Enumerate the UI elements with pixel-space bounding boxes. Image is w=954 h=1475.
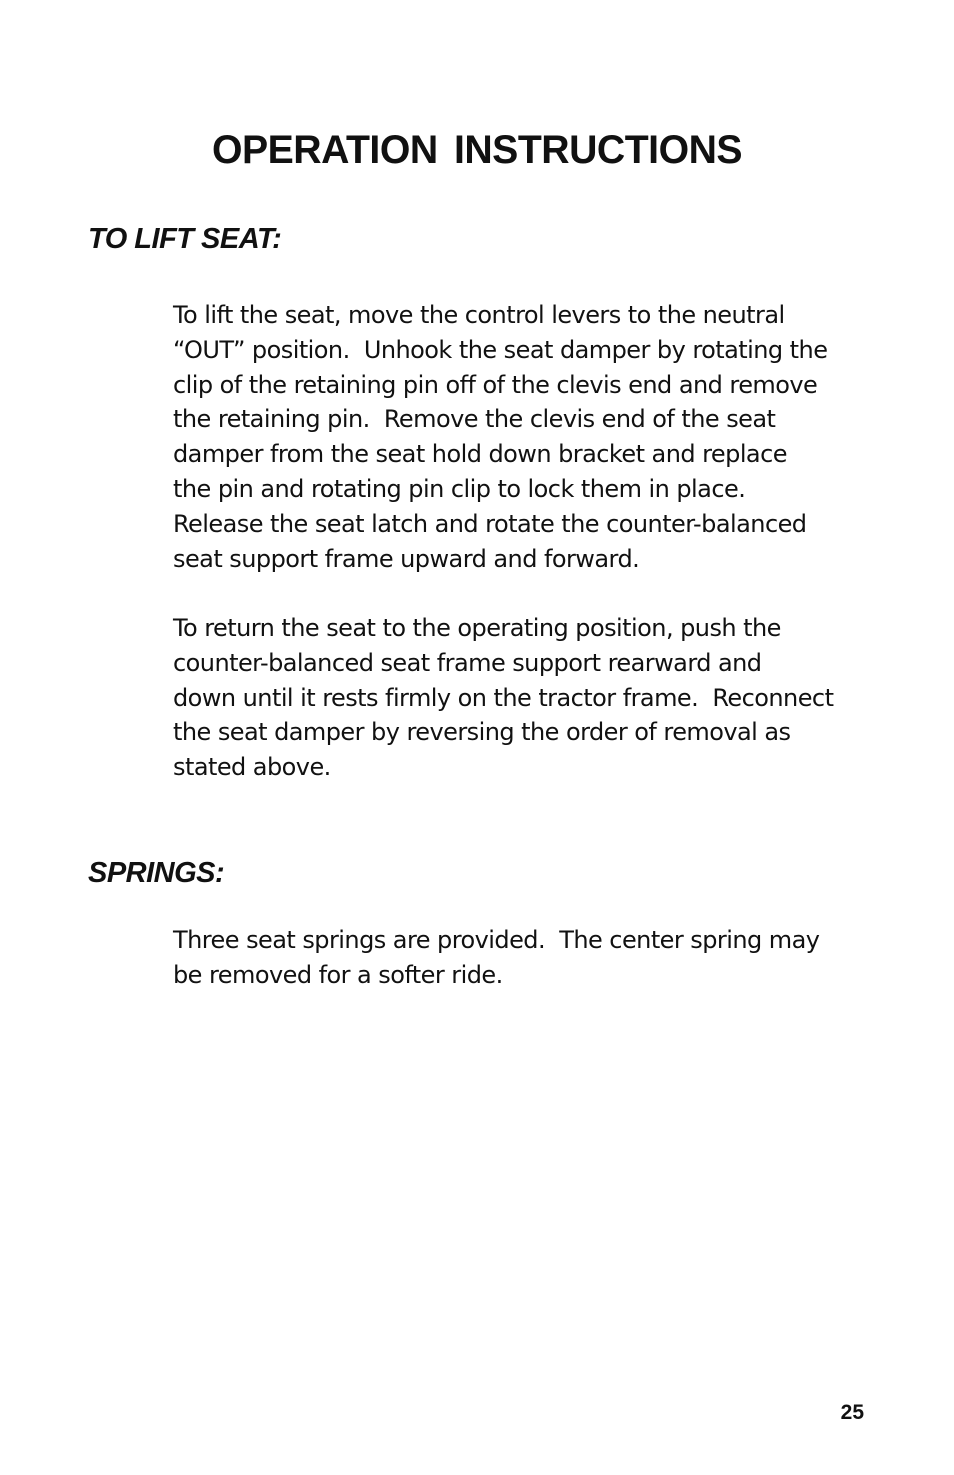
section-heading-lift-seat: TO LIFT SEAT: xyxy=(88,223,282,255)
text-line: down until it rests firmly on the tractor frame. Reconnect xyxy=(173,683,834,712)
lift-seat-paragraph xyxy=(173,298,863,576)
text-line: To lift the seat, move the control levers to the neutral xyxy=(173,301,785,329)
text-line: “OUT” position. Unhook the seat damper by rotating the xyxy=(173,335,828,364)
text-line: To return the seat to the operating position, push the xyxy=(173,614,781,642)
return-seat-paragraph xyxy=(173,611,863,785)
text-line: counter-balanced seat frame support rearward and xyxy=(173,648,762,677)
page-number: 25 xyxy=(840,1401,864,1424)
springs-paragraph xyxy=(173,923,863,993)
text-line: be removed for a softer ride. xyxy=(173,960,503,989)
text-line: seat support frame upward and forward. xyxy=(173,544,640,573)
text-line: stated above. xyxy=(173,753,331,782)
text-line: clip of the retaining pin off of the clevis end and remove xyxy=(173,370,818,399)
text-line: the seat damper by reversing the order of removal as xyxy=(173,718,791,747)
section-heading-springs: SPRINGS: xyxy=(88,857,225,889)
text-line: damper from the seat hold down bracket and replace xyxy=(173,440,787,469)
text-line: Three seat springs are provided. The center spring may xyxy=(173,926,820,954)
text-line: Release the seat latch and rotate the counter-balanced xyxy=(173,509,807,538)
text-line: the pin and rotating pin clip to lock them in place. xyxy=(173,474,746,503)
page-title: OPERATION INSTRUCTIONS xyxy=(211,128,743,172)
text-line: the retaining pin. Remove the clevis end of the seat xyxy=(173,405,776,434)
